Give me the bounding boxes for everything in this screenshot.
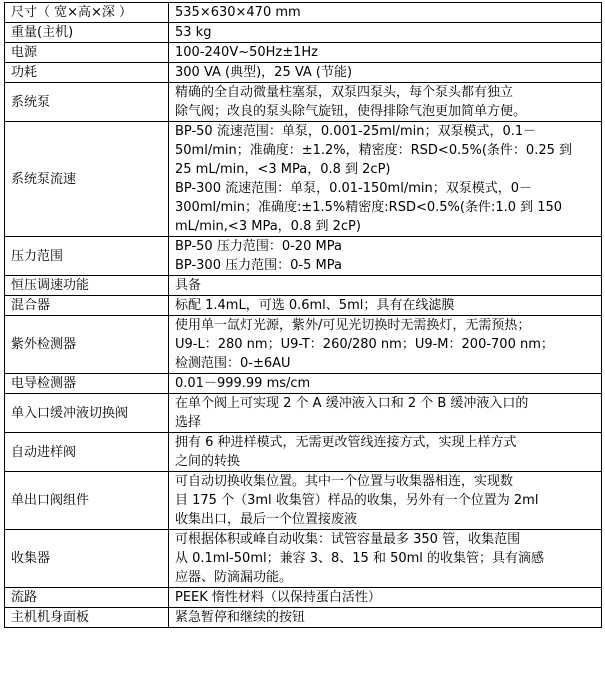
spec-value (169, 23, 602, 43)
spec-value-line: 除气阀；改良的泵头除气旋钮，使得排除气泡更加简单方便。 (175, 104, 527, 119)
spec-row (5, 374, 602, 394)
spec-value-line: 精确的全自动微量柱塞泵，双泵四泵头，每个泵头都有独立 (175, 85, 514, 100)
spec-value (169, 63, 602, 83)
spec-value (169, 394, 602, 433)
spec-row (5, 43, 602, 63)
spec-value-line: 标配 1.4mL，可选 0.6ml、5ml；具有在线滤膜 (175, 298, 455, 313)
spec-label: 收集器 (5, 530, 169, 588)
spec-label: 紫外检测器 (5, 316, 169, 374)
spec-label: 主机机身面板 (5, 608, 169, 628)
spec-row (5, 316, 602, 374)
spec-label: 功耗 (5, 63, 169, 83)
spec-value-line: 从 0.1ml-50ml；兼容 3、8、15 和 50ml 的收集管；具有滴感 (175, 551, 545, 566)
spec-label: 尺寸（ 宽×高×深 ） (5, 3, 169, 23)
spec-row (5, 237, 602, 276)
spec-value-line: mL/min,<3 MPa，0.8 到 2cP) (175, 219, 361, 234)
spec-label: 单出口阀组件 (5, 472, 169, 530)
spec-value (169, 472, 602, 530)
spec-value-line: 300 VA (典型)，25 VA (节能) (175, 65, 353, 80)
spec-label: 自动进样阀 (5, 433, 169, 472)
spec-row (5, 122, 602, 237)
spec-value-line: BP-300 压力范围：0-5 MPa (175, 258, 342, 273)
spec-value-line: BP-50 压力范围：0-20 MPa (175, 239, 342, 254)
spec-value (169, 122, 602, 237)
spec-value (169, 237, 602, 276)
spec-row (5, 276, 602, 296)
spec-value (169, 83, 602, 122)
spec-value-line: 目 175 个（3ml 收集管）样品的收集，另外有一个位置为 2ml (175, 493, 539, 508)
spec-value-line: 53 kg (175, 25, 212, 40)
spec-row (5, 63, 602, 83)
spec-row (5, 394, 602, 433)
spec-value-line: 在单个阀上可实现 2 个 A 缓冲液入口和 2 个 B 缓冲液入口的 (175, 396, 529, 411)
spec-value-line: 收集出口，最后一个位置接废液 (175, 512, 358, 527)
spec-value (169, 608, 602, 628)
spec-label: 混合器 (5, 296, 169, 316)
spec-row (5, 588, 602, 608)
spec-row (5, 608, 602, 628)
spec-value-line: 535×630×470 mm (175, 5, 301, 20)
spec-value (169, 276, 602, 296)
spec-row (5, 530, 602, 588)
spec-label: 系统泵 (5, 83, 169, 122)
spec-value (169, 316, 602, 374)
spec-row (5, 23, 602, 43)
spec-value (169, 374, 602, 394)
spec-label: 单入口缓冲液切换阀 (5, 394, 169, 433)
spec-label: 系统泵流速 (5, 122, 169, 237)
spec-value-line: 25 mL/min，<3 MPa，0.8 到 2cP) (175, 162, 391, 177)
spec-value-line: 之间的转换 (175, 454, 241, 469)
spec-value-line: 紧急暂停和继续的按钮 (175, 610, 306, 625)
spec-table (4, 2, 602, 628)
spec-value (169, 296, 602, 316)
spec-row (5, 433, 602, 472)
spec-value (169, 588, 602, 608)
spec-row (5, 472, 602, 530)
spec-row (5, 83, 602, 122)
spec-row (5, 296, 602, 316)
spec-value-line: 使用单一氙灯光源，紫外/可见光切换时无需换灯，无需预热； (175, 318, 531, 333)
spec-value (169, 530, 602, 588)
spec-value-line: 检测范围：0-±6AU (175, 356, 291, 371)
spec-label: 流路 (5, 588, 169, 608)
spec-value-line: 拥有 6 种进样模式，无需更改管线连接方式，实现上样方式 (175, 435, 517, 450)
spec-value-line: 具备 (175, 278, 202, 293)
spec-value-line: 应器、防滴漏功能。 (175, 570, 293, 585)
spec-label: 电源 (5, 43, 169, 63)
spec-label: 重量(主机) (5, 23, 169, 43)
spec-value-line: 选择 (175, 415, 202, 430)
spec-value (169, 43, 602, 63)
spec-value-line: BP-300 流速范围：单泵，0.01-150ml/min；双泵模式，0－ (175, 181, 532, 196)
spec-row (5, 3, 602, 23)
spec-label: 压力范围 (5, 237, 169, 276)
spec-value-line: BP-50 流速范围：单泵，0.001-25ml/min；双泵模式，0.1－ (175, 124, 537, 139)
spec-value-line: 300ml/min；准确度:±1.5%精密度:RSD<0.5%(条件:1.0 到 150 (175, 200, 563, 215)
spec-value-line: U9-L：280 nm；U9-T：260/280 nm；U9-M：200-700 nm； (175, 337, 554, 352)
spec-value-line: 可根据体积或峰自动收集：试管容量最多 350 管，收集范围 (175, 532, 521, 547)
spec-value-line: 0.01－999.99 ms/cm (175, 376, 311, 391)
spec-value-line: 可自动切换收集位置。其中一个位置与收集器相连，实现数 (175, 474, 514, 489)
spec-value (169, 3, 602, 23)
spec-label: 电导检测器 (5, 374, 169, 394)
spec-value-line: 100-240V~50Hz±1Hz (175, 45, 319, 60)
spec-value-line: 50ml/min；准确度：±1.2%，精密度：RSD<0.5%(条件：0.25 到 (175, 143, 572, 158)
spec-label: 恒压调速功能 (5, 276, 169, 296)
spec-value (169, 433, 602, 472)
spec-value-line: PEEK 惰性材料（以保持蛋白活性） (175, 590, 381, 605)
